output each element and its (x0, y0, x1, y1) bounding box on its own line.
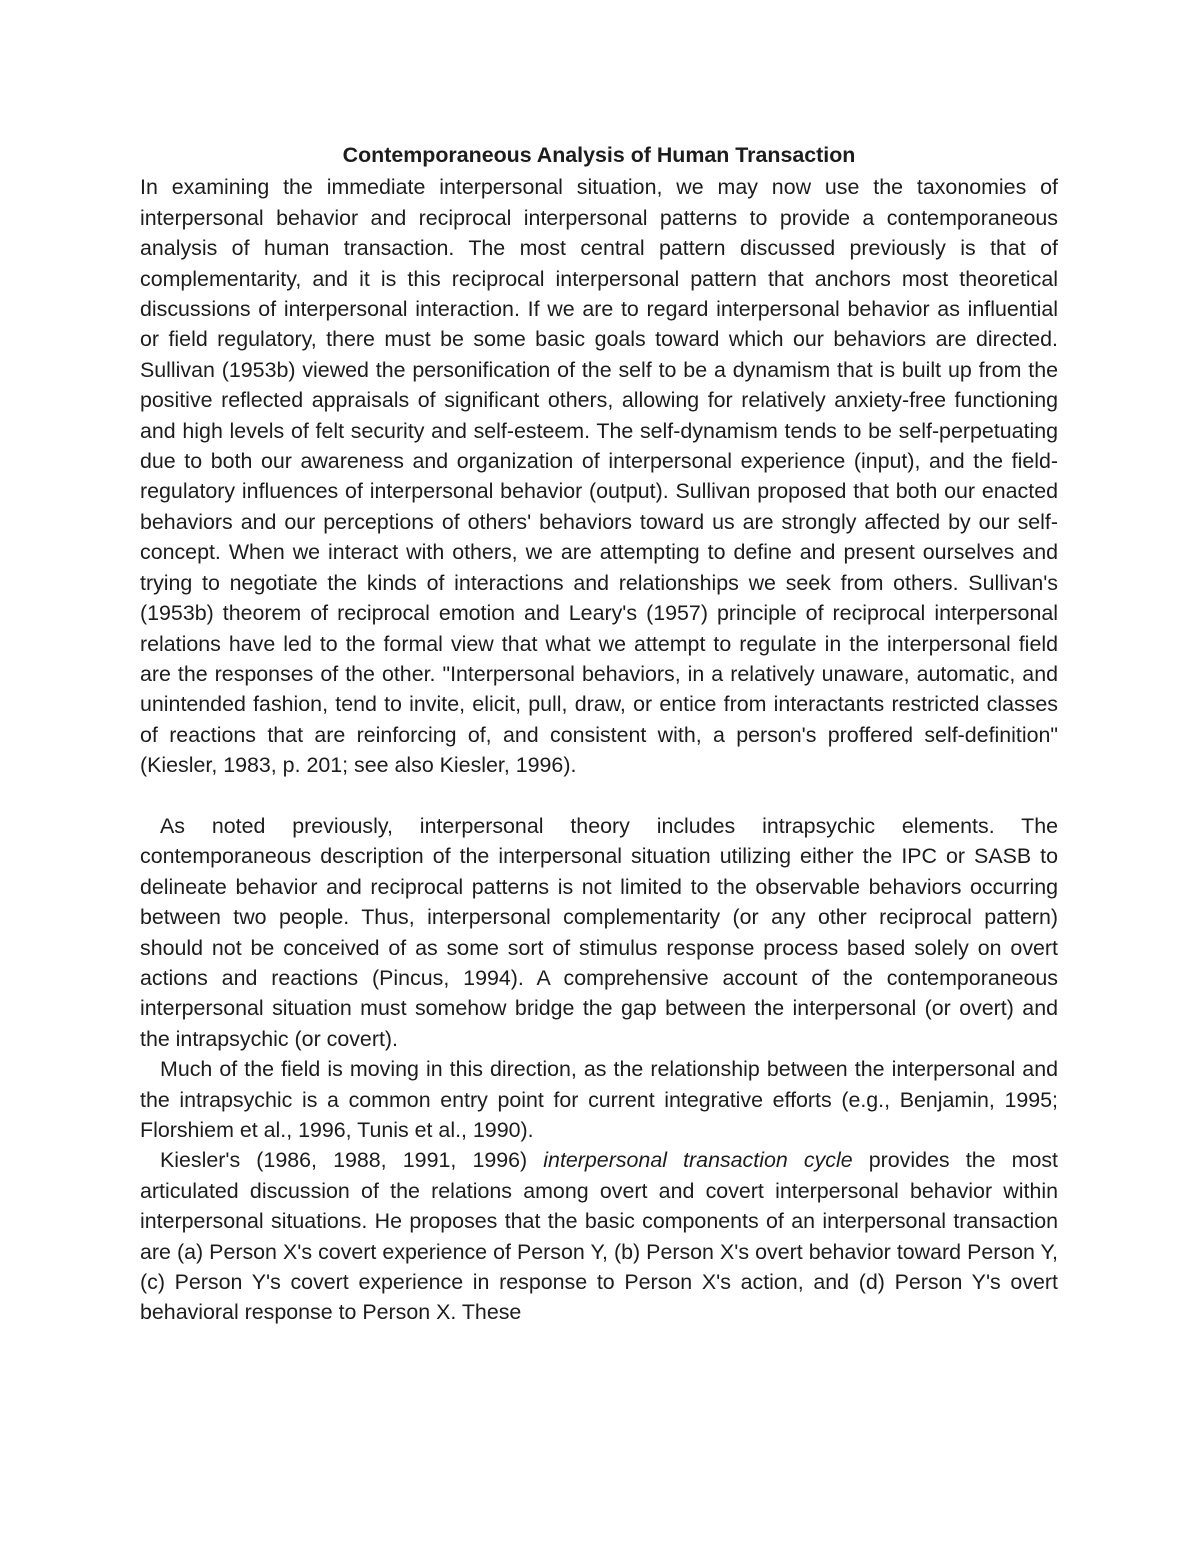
paragraph-4-lead: Kiesler's (1986, 1988, 1991, 1996) (160, 1148, 544, 1173)
document-body (140, 140, 1058, 1328)
paragraph-3: Much of the field is moving in this direction, as the relationship between the interpersonal and the intrapsychic is a common entry point for current integrative efforts (e.g., Benjamin, 1995; Florshiem et al., 1996, Tunis et al., 1990). (140, 1057, 1058, 1142)
paragraph-4 (140, 1145, 1058, 1327)
paragraph-1: In examining the immediate interpersonal situation, we may now use the taxonomies of interpersonal behavior and reciprocal interpersonal patterns to provide a contemporaneous analysis of human transaction. The most central pattern discussed previously is that of complementarity, and it is this reciprocal interpersonal pattern that anchors most theoretical discussions of interpersonal interaction. If we are to regard interpersonal behavior as influential or field regulatory, there must be some basic goals toward which our behaviors are directed. Sullivan (1953b) viewed the personification of the self to be a dynamism that is built up from the positive reflected appraisals of significant others, allowing for relatively anxiety-free functioning and high levels of felt security and self-esteem. The self-dynamism tends to be self-perpetuating due to both our awareness and organization of interpersonal experience (input), and the field-regulatory influences of interpersonal behavior (output). Sullivan proposed that both our enacted behaviors and our perceptions of others' behaviors toward us are strongly affected by our self-concept. When we interact with others, we are attempting to define and present ourselves and trying to negotiate the kinds of interactions and relationships we seek from others. Sullivan's (1953b) theorem of reciprocal emotion and Leary's (1957) principle of reciprocal interpersonal relations have led to the formal view that what we attempt to regulate in the interpersonal field are the responses of the other. "Interpersonal behaviors, in a relatively unaware, automatic, and unintended fashion, tend to invite, elicit, pull, draw, or entice from interactants restricted classes of reactions that are reinforcing of, and consistent with, a person's proffered self-definition" (Kiesler, 1983, p. 201; see also Kiesler, 1996). (140, 175, 1058, 778)
paragraph-4-italic-term: interpersonal transaction cycle (543, 1148, 853, 1173)
paragraph-spacer (140, 781, 1058, 811)
paragraph-4-rest: provides the most articulated discussion of the relations among overt and covert interpersonal behavior within interpersonal situations. He proposes that the basic components of an interpersonal transaction are (a) Person X's covert experience of Person Y, (b) Person X's overt behavior toward Person Y, (c) Person Y's covert experience in response to Person X's action, and (d) Person Y's overt behavioral response to Person X. These (140, 1148, 1058, 1325)
paragraph-2: As noted previously, interpersonal theory includes intrapsychic elements. The contemporaneous description of the interpersonal situation utilizing either the IPC or SASB to delineate behavior and reciprocal patterns is not limited to the observable behaviors occurring between two people. Thus, interpersonal complementarity (or any other reciprocal pattern) should not be conceived of as some sort of stimulus response process based solely on overt actions and reactions (Pincus, 1994). A comprehensive account of the contemporaneous interpersonal situation must somehow bridge the gap between the interpersonal (or overt) and the intrapsychic (or covert). (140, 813, 1058, 1051)
document-title: Contemporaneous Analysis of Human Transaction (342, 143, 856, 167)
